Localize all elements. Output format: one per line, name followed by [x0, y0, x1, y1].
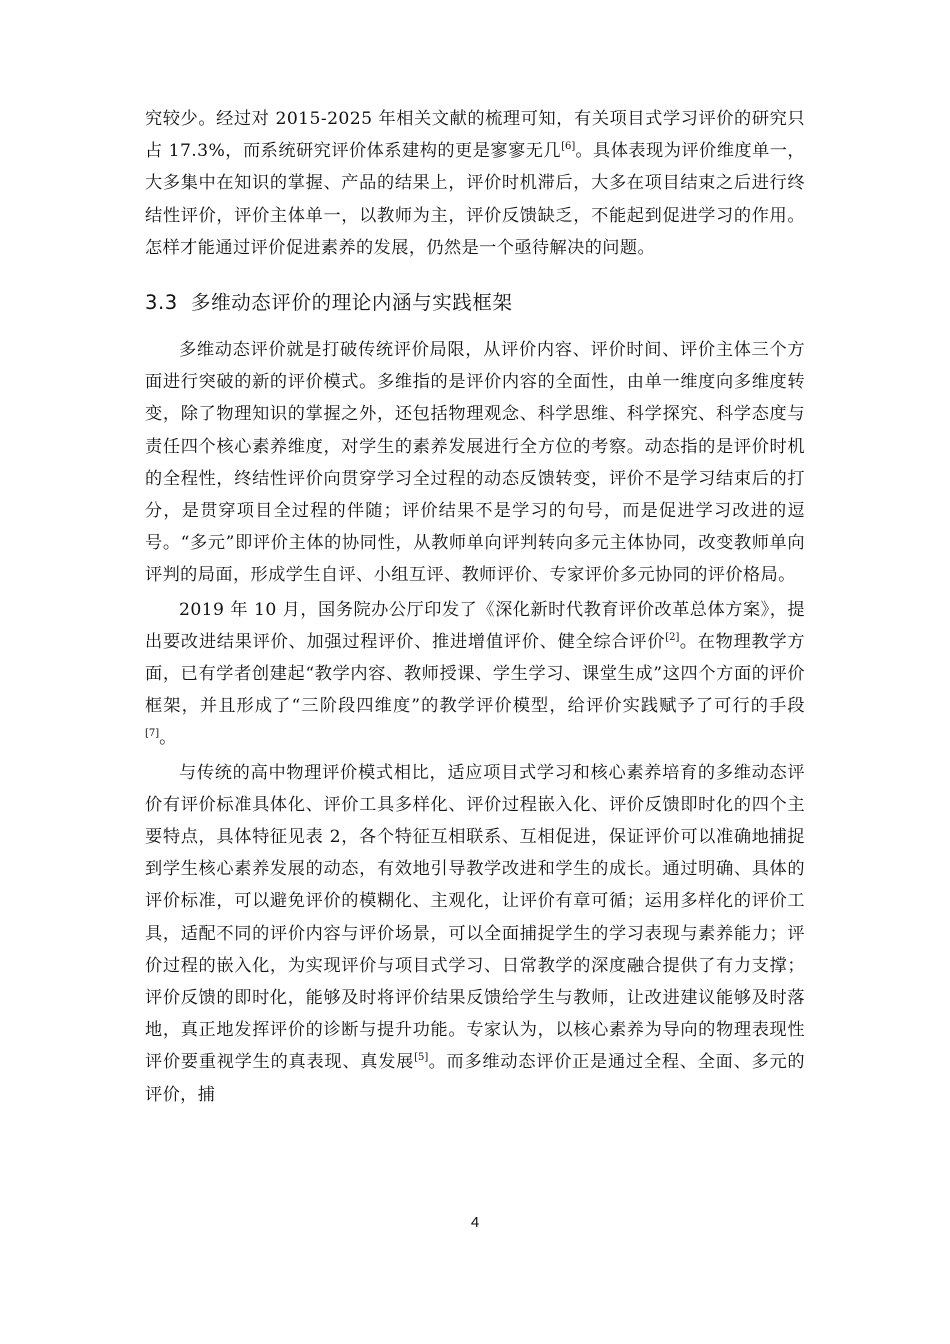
citation-ref[interactable]: [6]: [561, 141, 576, 153]
paragraph-text: 。: [159, 728, 177, 749]
paragraph-text: 多维动态评价就是打破传统评价局限，从评价内容、评价时间、评价主体三个方面进行突破的新的评价模式。多维指的是评价内容的全面性，由单一维度向多维度转变，除了物理知识的掌握之外，还包括物理观念、科学思维、科学探究、科学态度与责任四个核心素养维度，对学生的素养发展进行全方位的考察。动态指的是评价时机的全程性，终结性评价向贯穿学习全过程的动态反馈转变，评价不是学习结束后的打分，是贯穿项目全过程的伴随；评价结果不是学习的句号，而是促进学习改进的逗号。“多元”即评价主体的协同性，从教师单向评判转向多元主体协同，改变教师单向评判的局面，形成学生自评、小组互评、教师评价、专家评价多元协同的评价格局。: [145, 340, 805, 586]
page-number: 4: [470, 1214, 480, 1231]
paragraph-text: 究较少。经过对 2015-2025 年相关文献的梳理可知，有关项目式学习评价的研究只占 17.3%，而系统研究评价体系建构的更是寥寥无几: [145, 109, 805, 162]
paragraph-text: 。具体表现为评价维度单一，大多集中在知识的掌握、产品的结果上，评价时机滞后，大多在项目结束之后进行终结性评价，评价主体单一，以教师为主，评价反馈缺乏，不能起到促进学习的作用。怎样才能通过评价促进素养的发展，仍然是一个亟待解决的问题。: [145, 141, 806, 258]
paragraph-text: 。而多维动态评价正是通过全程、全面、多元的评价，捕: [145, 1052, 805, 1105]
paragraph: [145, 334, 805, 592]
citation-ref[interactable]: [2]: [665, 631, 680, 643]
citation-ref[interactable]: [7]: [145, 728, 160, 740]
section-heading: [145, 288, 805, 318]
paragraph-text: 。在物理教学方面，已有学者创建起“教学内容、教师授课、学生学习、课堂生成”这四个方面的评价框架，并且形成了“三阶段四维度”的教学评价模型，给评价实践赋予了可行的手段: [145, 631, 805, 717]
document-body: [145, 103, 805, 1111]
section-number: 3.3: [145, 291, 178, 315]
paragraph: [145, 757, 805, 1111]
section-title: 多维动态评价的理论内涵与实践框架: [191, 291, 513, 315]
citation-ref[interactable]: [5]: [414, 1052, 429, 1064]
paragraph-text: 2019 年 10 月，国务院办公厅印发了《深化新时代教育评价改革总体方案》，提出要改进结果评价、加强过程评价、推进增值评价、健全综合评价: [145, 599, 805, 652]
paragraph-text: 与传统的高中物理评价模式相比，适应项目式学习和核心素养培育的多维动态评价有评价标准具体化、评价工具多样化、评价过程嵌入化、评价反馈即时化的四个主要特点，具体特征见表 2，各个特征互相联系、互相促进，保证评价可以准确地捕捉到学生核心素养发展的动态，有效地引导教学改进和学生的成长。通过明确、具体的评价标准，可以避免评价的模糊化、主观化，让评价有章可循；运用多样化的评价工具，适配不同的评价内容与评价场景，可以全面捕捉学生的学习表现与素养能力；评价过程的嵌入化，为实现评价与项目式学习、日常教学的深度融合提供了有力支撑；评价反馈的即时化，能够及时将评价结果反馈给学生与教师，让改进建议能够及时落地，真正地发挥评价的诊断与提升功能。专家认为，以核心素养为导向的物理表现性评价要重视学生的真表现、真发展: [145, 762, 805, 1073]
paragraph: [145, 594, 805, 755]
paragraph-continuation: [145, 103, 805, 264]
